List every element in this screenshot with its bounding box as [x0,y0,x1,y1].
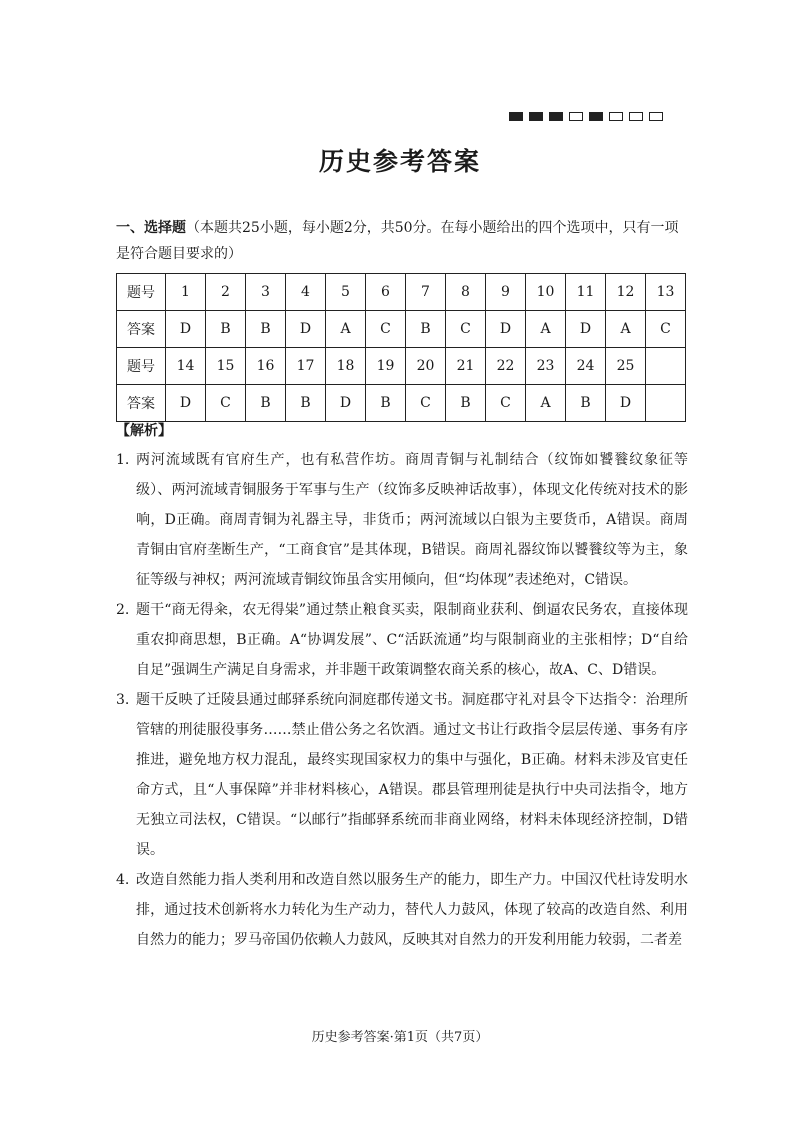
section-heading [116,215,688,267]
table-cell: 23 [526,348,566,385]
table-cell [646,385,686,422]
table-cell: 20 [406,348,446,385]
table-cell: 15 [206,348,246,385]
table-cell: 6 [366,274,406,311]
item-text: 两河流域既有官府生产，也有私营作坊。商周青铜与礼制结合（纹饰如饕餮纹象征等级）、两河流域青铜服务于军事与生产（纹饰多反映神话故事），体现文化传统对技术的影响，D正确。商周青铜为礼器主导，非货币；两河流域以白银为主要货币，A错误。商周青铜由官府垄断生产，“工商食官”是其体现，B错误。商周礼器纹饰以饕餮纹等为主，象征等级与神权；两河流域青铜纹饰虽含实用倾向，但“均体现”表述绝对，C错误。 [136,452,688,588]
table-cell: D [286,311,326,348]
item-number: 4. [116,872,130,888]
table-cell: B [366,385,406,422]
table-cell: 24 [566,348,606,385]
table-cell: 12 [606,274,646,311]
table-cell: 9 [486,274,526,311]
table-cell: D [606,385,646,422]
table-cell: D [486,311,526,348]
table-cell: 2 [206,274,246,311]
section-label: 一、选择题 [116,220,186,236]
table-cell: C [366,311,406,348]
table-cell: B [246,311,286,348]
table-cell: B [446,385,486,422]
table-cell: 14 [166,348,206,385]
table-cell: 13 [646,274,686,311]
item-text: 改造自然能力指人类利用和改造自然以服务生产的能力，即生产力。中国汉代杜诗发明水排，通过技术创新将水力转化为生产动力，替代人力鼓风，体现了较高的改造自然、利用自然力的能力；罗马帝国仍依赖人力鼓风，反映其对自然力的开发利用能力较弱，二者差 [136,872,688,948]
item-number: 2. [116,602,130,618]
table-cell: B [206,311,246,348]
table-cell: D [166,311,206,348]
analysis-list [116,445,688,1002]
table-cell: 19 [366,348,406,385]
empty-square-mark [569,112,583,121]
table-cell: D [166,385,206,422]
page-footer: 历史参考答案·第1页（共7页） [311,1030,489,1045]
item-number: 1. [116,452,130,468]
table-cell: B [566,385,606,422]
filled-square-mark [549,112,563,121]
table-cell: B [246,385,286,422]
table-cell: 22 [486,348,526,385]
analysis-label: 【解析】 [116,423,172,439]
row-label: 题号 [117,348,166,385]
answer-table [116,273,686,422]
table-row [117,311,686,348]
item-text: 题干“商无得籴，农无得粜”通过禁止粮食买卖，限制商业获利、倒逼农民务农，直接体现重农抑商思想，B正确。A“协调发展”、C“活跃流通”均与限制商业的主张相悖；D“自给自足”强调生产满足自身需求，并非题干政策调整农商关系的核心，故A、C、D错误。 [136,602,688,678]
table-cell: 25 [606,348,646,385]
table-cell: C [406,385,446,422]
table-cell: C [206,385,246,422]
table-cell: 3 [246,274,286,311]
item-number: 3. [116,692,130,708]
table-cell: 18 [326,348,366,385]
header-marks [509,112,663,124]
table-cell: C [646,311,686,348]
table-cell: 4 [286,274,326,311]
table-cell: A [606,311,646,348]
row-label: 题号 [117,274,166,311]
table-cell: C [446,311,486,348]
table-cell: 10 [526,274,566,311]
table-cell: 1 [166,274,206,311]
table-cell: A [526,385,566,422]
table-cell: B [286,385,326,422]
table-cell: 7 [406,274,446,311]
table-row [117,385,686,422]
filled-square-mark [509,112,523,121]
table-cell: 21 [446,348,486,385]
filled-square-mark [529,112,543,121]
table-cell [646,348,686,385]
analysis-item [116,595,688,685]
analysis-item [116,865,688,955]
table-cell: 5 [326,274,366,311]
analysis-item [116,685,688,865]
table-cell: B [406,311,446,348]
table-cell: 11 [566,274,606,311]
filled-square-mark [589,112,603,121]
table-cell: 8 [446,274,486,311]
item-text: 题干反映了迁陵县通过邮驿系统向洞庭郡传递文书。洞庭郡守礼对县令下达指令：治理所管辖的刑徒服役事务……禁止借公务之名饮酒。通过文书让行政指令层层传递、事务有序推进，避免地方权力混乱，最终实现国家权力的集中与强化，B正确。材料未涉及官吏任命方式，且“人事保障”并非材料核心，A错误。郡县管理刑徒是执行中央司法指令，地方无独立司法权，C错误。“以邮行”指邮驿系统而非商业网络，材料未体现经济控制，D错误。 [136,692,688,858]
table-row [117,348,686,385]
row-label: 答案 [117,385,166,422]
table-cell: A [326,311,366,348]
table-cell: C [486,385,526,422]
page-title: 历史参考答案 [318,147,481,176]
table-cell: D [566,311,606,348]
table-cell: A [526,311,566,348]
table-cell: 16 [246,348,286,385]
empty-square-mark [649,112,663,121]
empty-square-mark [609,112,623,121]
table-row [117,274,686,311]
analysis-item [116,445,688,595]
section-description: （本题共25小题，每小题2分，共50分。在每小题给出的四个选项中，只有一项是符合题目要求的） [116,220,679,262]
table-cell: D [326,385,366,422]
row-label: 答案 [117,311,166,348]
table-cell: 17 [286,348,326,385]
empty-square-mark [629,112,643,121]
